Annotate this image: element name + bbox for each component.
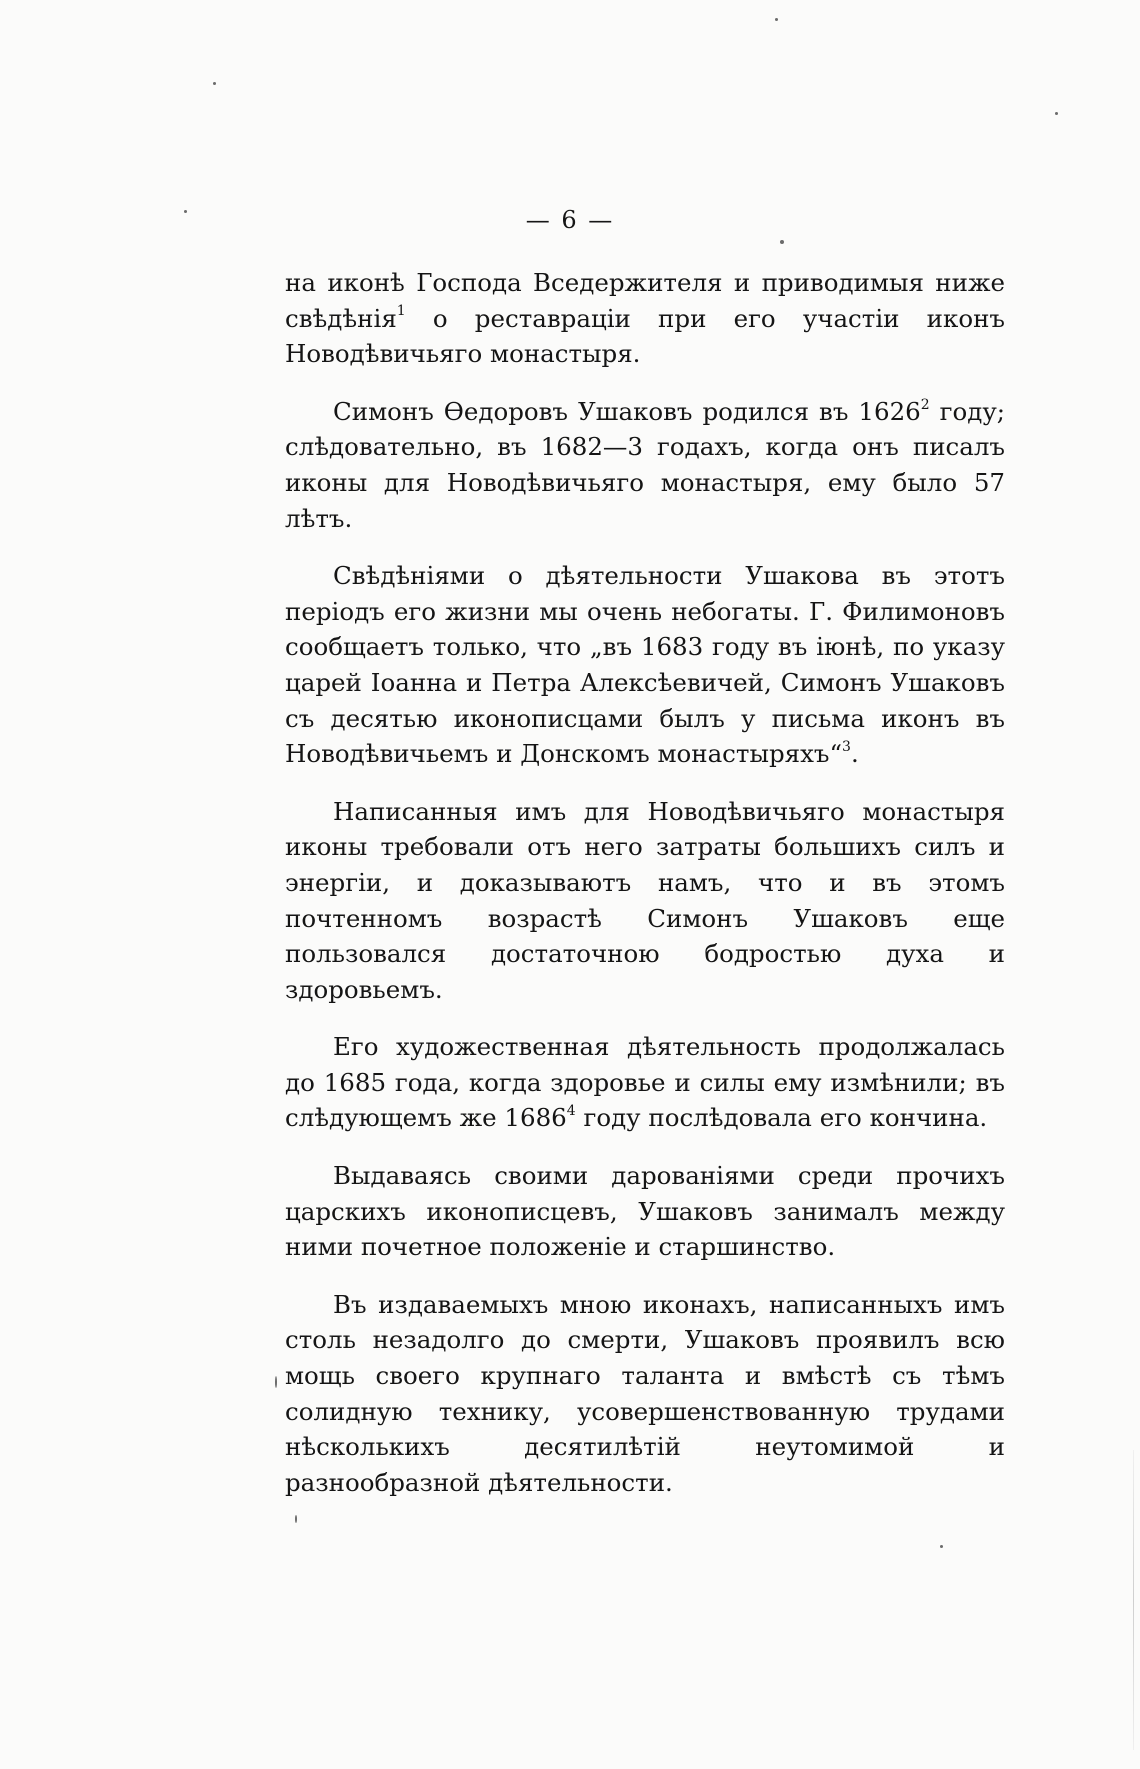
paragraph-7-text: Въ издаваемыхъ мною иконахъ, написанныхъ имъ столь незадолго до смерти, Ушаковъ проявилъ всю мощь своего крупнаго таланта и вмѣстѣ съ тѣмъ солидную технику, усовершенствованную трудами нѣсколькихъ десятилѣтій неутомимой и разнообразной дѣятельности. bbox=[285, 1289, 1005, 1497]
scan-speck bbox=[213, 82, 216, 85]
scan-speck bbox=[275, 1376, 277, 1388]
scan-speck bbox=[940, 1545, 943, 1548]
scan-speck bbox=[295, 1515, 297, 1523]
paragraph-1 bbox=[285, 265, 1005, 372]
page-edge-shadow bbox=[1133, 1450, 1134, 1750]
paragraph-6-text: Выдаваясь своими дарованіями среди прочихъ царскихъ иконописцевъ, Ушаковъ занималъ между ними почетное положеніе и старшинство. bbox=[285, 1161, 1005, 1262]
paragraph-3-text: Свѣдѣніями о дѣятельности Ушакова въ этотъ періодъ его жизни мы очень небогаты. Г. Филимоновъ сообщаетъ только, что „въ 1683 году въ іюнѣ, по указу царей Іоанна и Петра Алексѣевичей, Симонъ Ушаковъ съ десятью иконописцами былъ у письма иконъ въ Новодѣвичьемъ и Донскомъ монастыряхъ“ bbox=[285, 561, 1005, 769]
paragraph-6 bbox=[285, 1158, 1005, 1265]
paragraph-2-text-end: году; слѣдовательно, въ 1682—3 годахъ, когда онъ писалъ иконы для Новодѣвичьяго монастыря, ему было 57 лѣтъ. bbox=[285, 396, 1006, 533]
paragraph-7 bbox=[285, 1287, 1005, 1501]
scan-speck bbox=[1055, 112, 1058, 115]
body-text bbox=[285, 265, 1005, 1522]
paragraph-2-text: Симонъ Ѳедоровъ Ушаковъ родился въ 1626 bbox=[333, 396, 921, 426]
footnote-mark-1: 1 bbox=[396, 303, 406, 320]
footnote-mark-3: 3 bbox=[842, 738, 851, 755]
paragraph-5-text-end: году послѣдовала его кончина. bbox=[575, 1103, 988, 1133]
paragraph-1-text: на иконѣ Господа Вседержителя и приводимыя ниже свѣдѣнія bbox=[285, 268, 1005, 333]
footnote-mark-4: 4 bbox=[566, 1103, 576, 1120]
paragraph-1-text-end: о реставраціи при его участіи иконъ Новодѣвичьяго монастыря. bbox=[285, 303, 1005, 369]
paragraph-4-text: Написанныя имъ для Новодѣвичьяго монастыря иконы требовали отъ него затраты большихъ силъ и энергіи, и доказываютъ намъ, что и въ этомъ почтенномъ возрастѣ Симонъ Ушаковъ еще пользовался достаточною бодростью духа и здоровьемъ. bbox=[285, 796, 1005, 1004]
paragraph-3 bbox=[285, 558, 1005, 772]
scan-speck bbox=[184, 210, 187, 213]
paragraph-5-text: Его художественная дѣятельность продолжалась до 1685 года, когда здоровье и силы ему измѣнили; въ слѣдующемъ же 1686 bbox=[285, 1032, 1005, 1133]
footnote-mark-2: 2 bbox=[920, 396, 930, 413]
paragraph-3-text-end: . bbox=[850, 739, 859, 769]
page-number: — 6 — bbox=[525, 206, 615, 234]
paragraph-2 bbox=[285, 394, 1005, 536]
scan-speck bbox=[775, 18, 778, 21]
scan-speck bbox=[780, 240, 784, 244]
paragraph-4 bbox=[285, 794, 1005, 1008]
paragraph-5 bbox=[285, 1029, 1005, 1136]
